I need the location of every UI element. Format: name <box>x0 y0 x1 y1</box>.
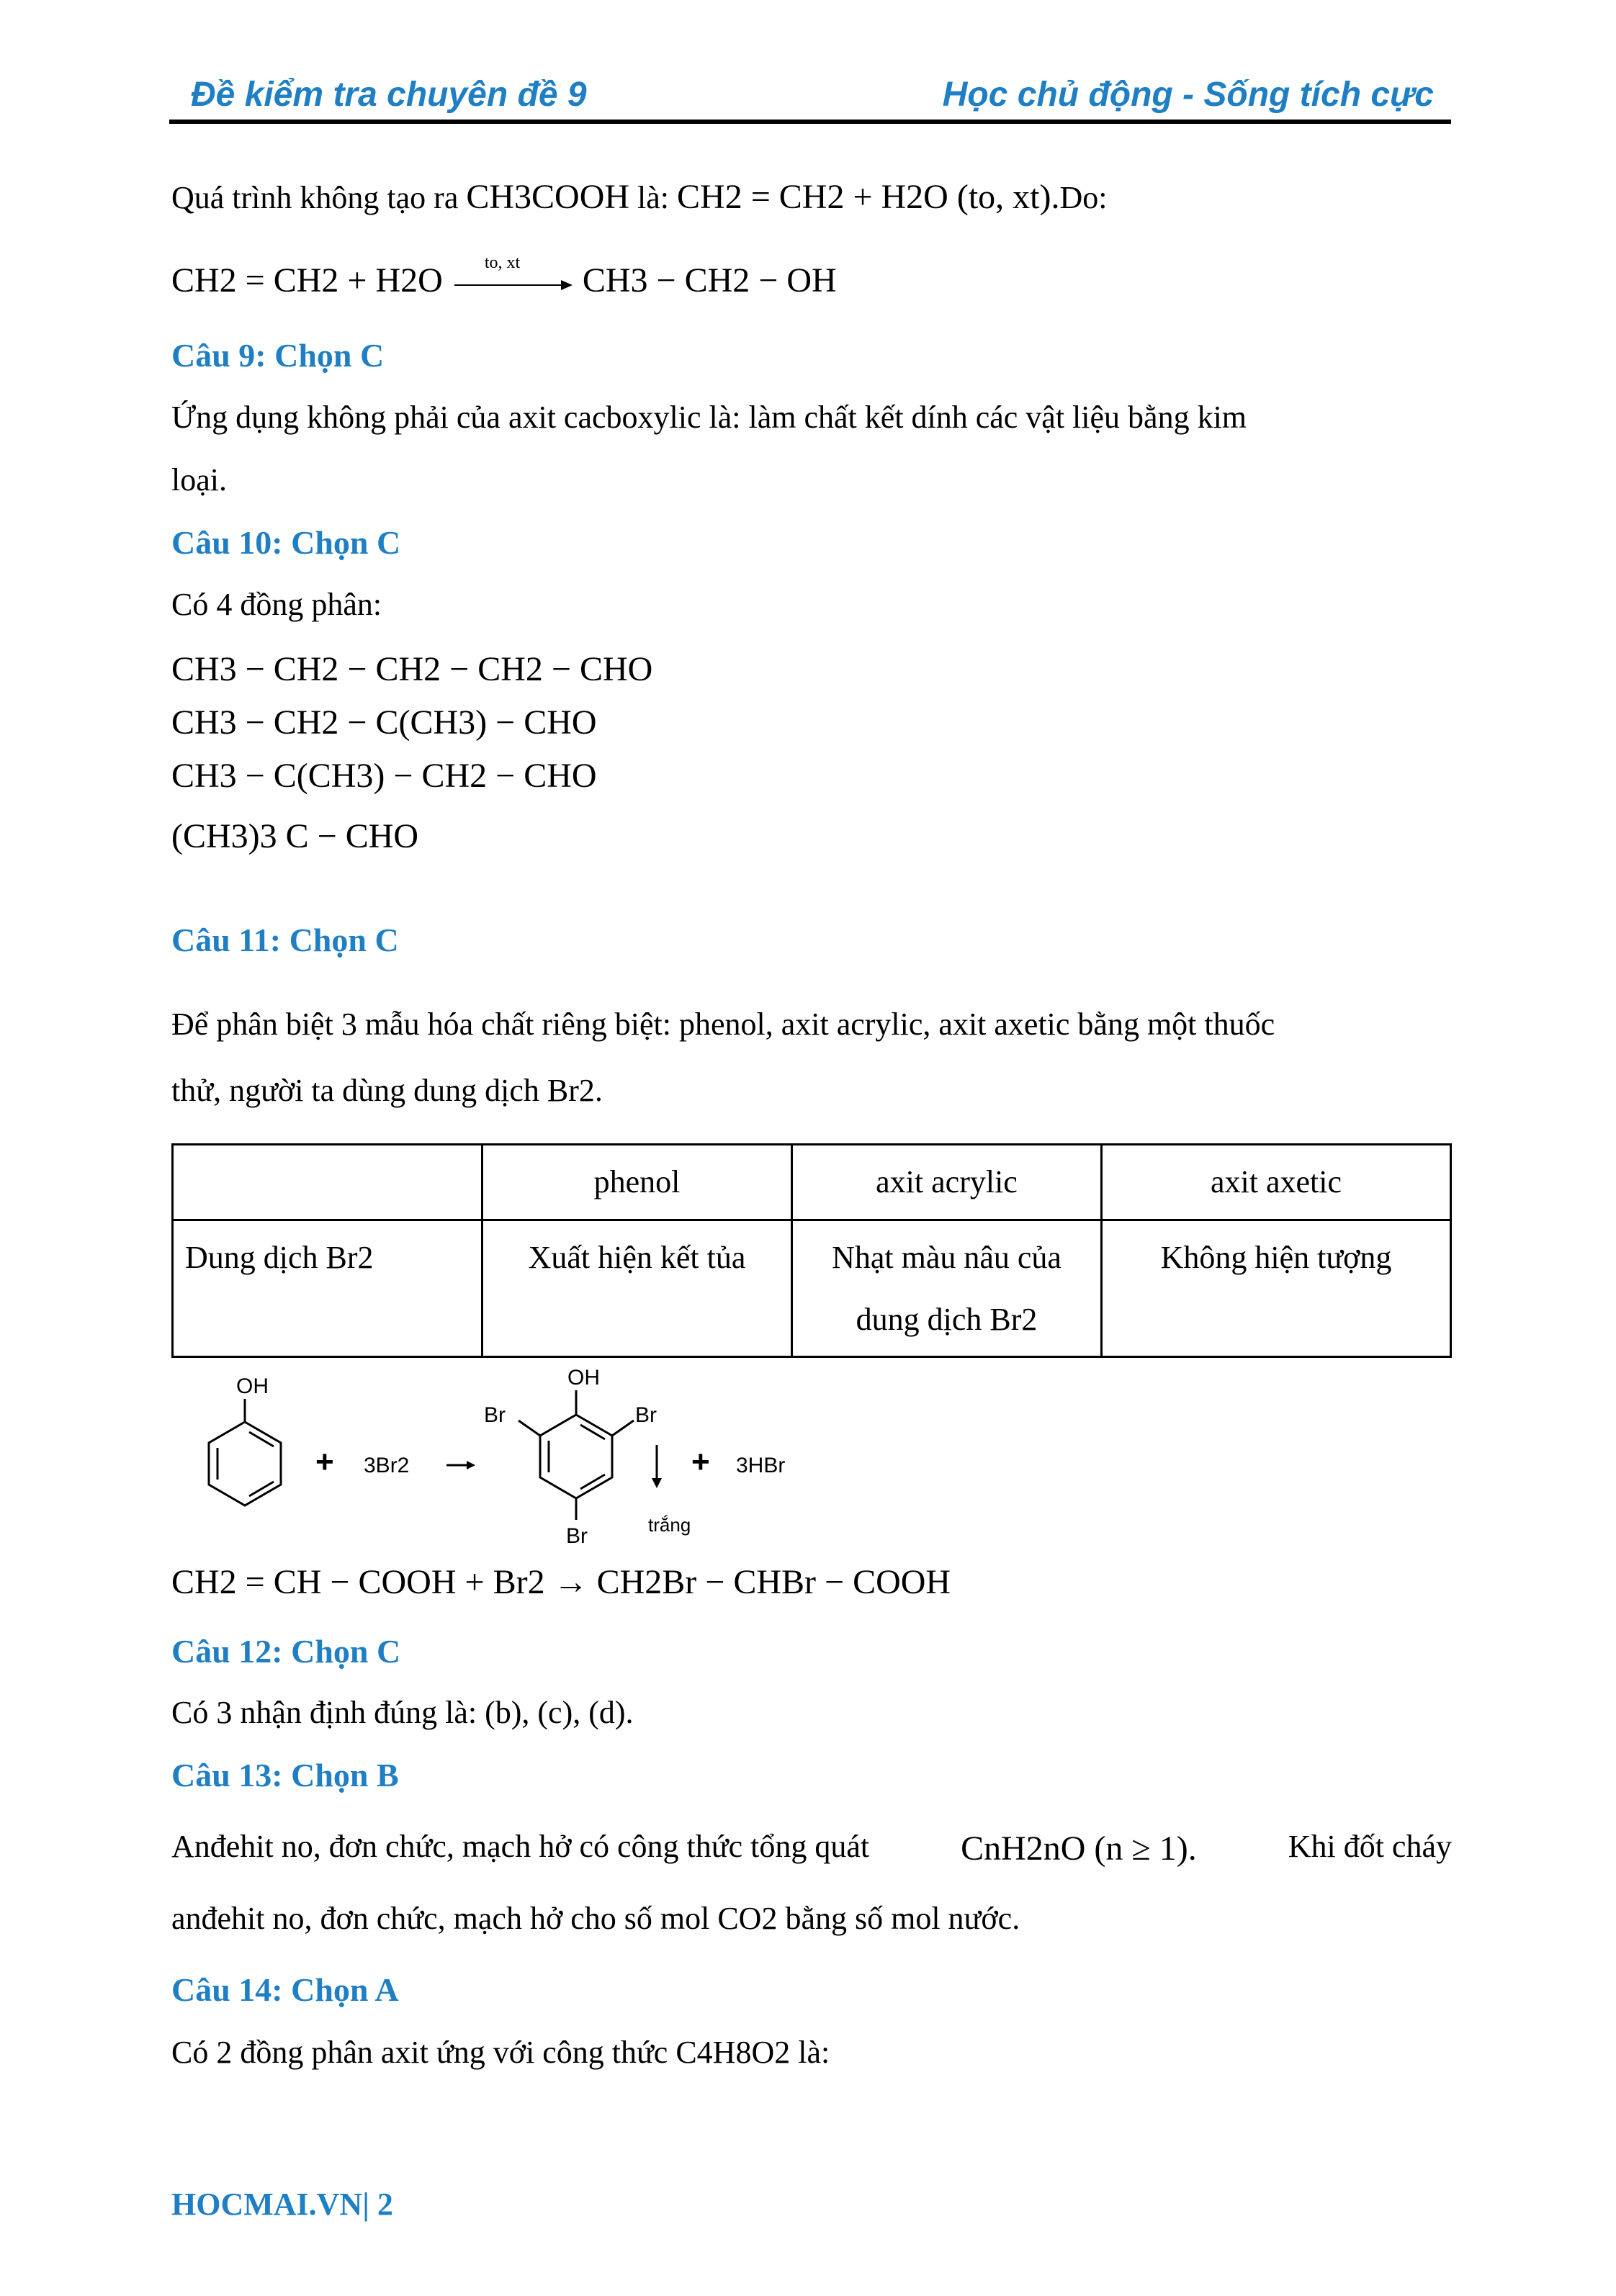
q11-text-1: Để phân biệt 3 mẫu hóa chất riêng biệt: phenol, axit acrylic, axit axetic bằng một thuốc <box>171 1007 1275 1042</box>
bromine-test-table <box>171 1143 1452 1358</box>
plus-sign: + <box>691 1444 710 1480</box>
reaction-arrow <box>452 253 574 298</box>
table-row <box>173 1220 1451 1357</box>
reaction-arrow-short <box>446 1461 475 1469</box>
br-label-right: Br <box>635 1403 657 1427</box>
q10-title: Câu 10: Chọn C <box>171 524 401 561</box>
q10-text: Có 4 đồng phân: <box>171 587 382 622</box>
isomer-4: (CH3)3 C − CHO <box>171 817 419 855</box>
table-row-label: Dung dịch Br2 <box>173 1220 482 1357</box>
phenol-structure <box>209 1374 281 1505</box>
br-label-bottom: Br <box>566 1524 588 1548</box>
q13-text-a: Anđehit no, đơn chức, mạch hở có công thức tổng quát <box>171 1829 870 1864</box>
isomer-3: CH3 − C(CH3) − CH2 − CHO <box>171 757 597 795</box>
q12-title: Câu 12: Chọn C <box>171 1633 401 1670</box>
q9-text-1: Ứng dụng không phải của axit cacboxylic là: làm chất kết dính các vật liệu bằng kim <box>171 400 1247 435</box>
isomer-2: CH3 − CH2 − C(CH3) − CHO <box>171 703 597 742</box>
acrylic-reaction: CH2 = CH − COOH + Br2 → CH2Br − CHBr − COOH <box>171 1563 951 1601</box>
br-label-left: Br <box>484 1403 506 1427</box>
intro-text: Quá trình không tạo ra <box>171 180 459 215</box>
arrow-condition: to, xt <box>484 253 521 272</box>
table-header-cell <box>173 1145 482 1220</box>
precipitate-label: trắng <box>648 1514 691 1536</box>
hydration-right: CH3 − CH2 − OH <box>582 261 837 300</box>
intro-reaction: CH2 = CH2 + H2O (to, xt). <box>677 178 1060 216</box>
phenol-bromination-diagram <box>187 1364 907 1577</box>
plus-sign: + <box>315 1444 334 1480</box>
q9-text-2: loại. <box>171 462 227 498</box>
table-header-row <box>173 1145 1451 1220</box>
precipitate-arrow <box>652 1445 662 1488</box>
q9-title: Câu 9: Chọn C <box>171 337 385 374</box>
q13-title: Câu 13: Chọn B <box>171 1757 399 1793</box>
header-left-title: Đề kiểm tra chuyên đề 9 <box>191 76 587 114</box>
table-header-cell: phenol <box>482 1145 792 1220</box>
q13-formula: CnH2nO (n ≥ 1). <box>961 1829 1197 1868</box>
table-cell: Xuất hiện kết tủa <box>482 1220 792 1357</box>
hydration-left: CH2 = CH2 + H2O <box>171 261 443 300</box>
table-header-cell: axit acrylic <box>792 1145 1102 1220</box>
table-cell: Nhạt màu nâu của dung dịch Br2 <box>792 1220 1102 1357</box>
product-oh-label: OH <box>567 1366 600 1390</box>
q13-text-2: anđehit no, đơn chức, mạch hở cho số mol CO2 bằng số mol nước. <box>171 1901 1020 1936</box>
hydration-reaction <box>171 253 837 300</box>
page-header <box>169 71 1451 122</box>
intro-acid: CH3COOH <box>466 178 630 216</box>
intro-text-after: Do: <box>1059 180 1108 215</box>
intro-text-mid: là: <box>637 180 670 215</box>
isomer-1: CH3 − CH2 − CH2 − CH2 − CHO <box>171 650 653 688</box>
q11-title: Câu 11: Chọn C <box>171 922 399 958</box>
table-cell: Không hiện tượng <box>1102 1220 1451 1357</box>
q12-text: Có 3 nhận định đúng là: (b), (c), (d). <box>171 1695 634 1730</box>
intro-line <box>171 177 1107 217</box>
header-right-slogan: Học chủ động - Sống tích cực <box>942 76 1434 114</box>
reagent-label: 3Br2 <box>364 1454 410 1477</box>
phenol-oh-label: OH <box>236 1374 269 1398</box>
q14-text: Có 2 đồng phân axit ứng với công thức C4H8O2 là: <box>171 2035 830 2070</box>
q13-text-b: Khi đốt cháy <box>1288 1829 1452 1864</box>
q14-title: Câu 14: Chọn A <box>171 1971 399 2008</box>
page-footer: HOCMAI.VN| 2 <box>171 2187 393 2222</box>
q13-text-1 <box>171 1829 1452 1868</box>
byproduct-label: 3HBr <box>736 1454 786 1477</box>
header-rule <box>169 120 1451 124</box>
table-header-cell: axit axetic <box>1102 1145 1451 1220</box>
q11-text-2: thử, người ta dùng dung dịch Br2. <box>171 1073 603 1108</box>
tribromophenol-structure <box>484 1366 657 1548</box>
